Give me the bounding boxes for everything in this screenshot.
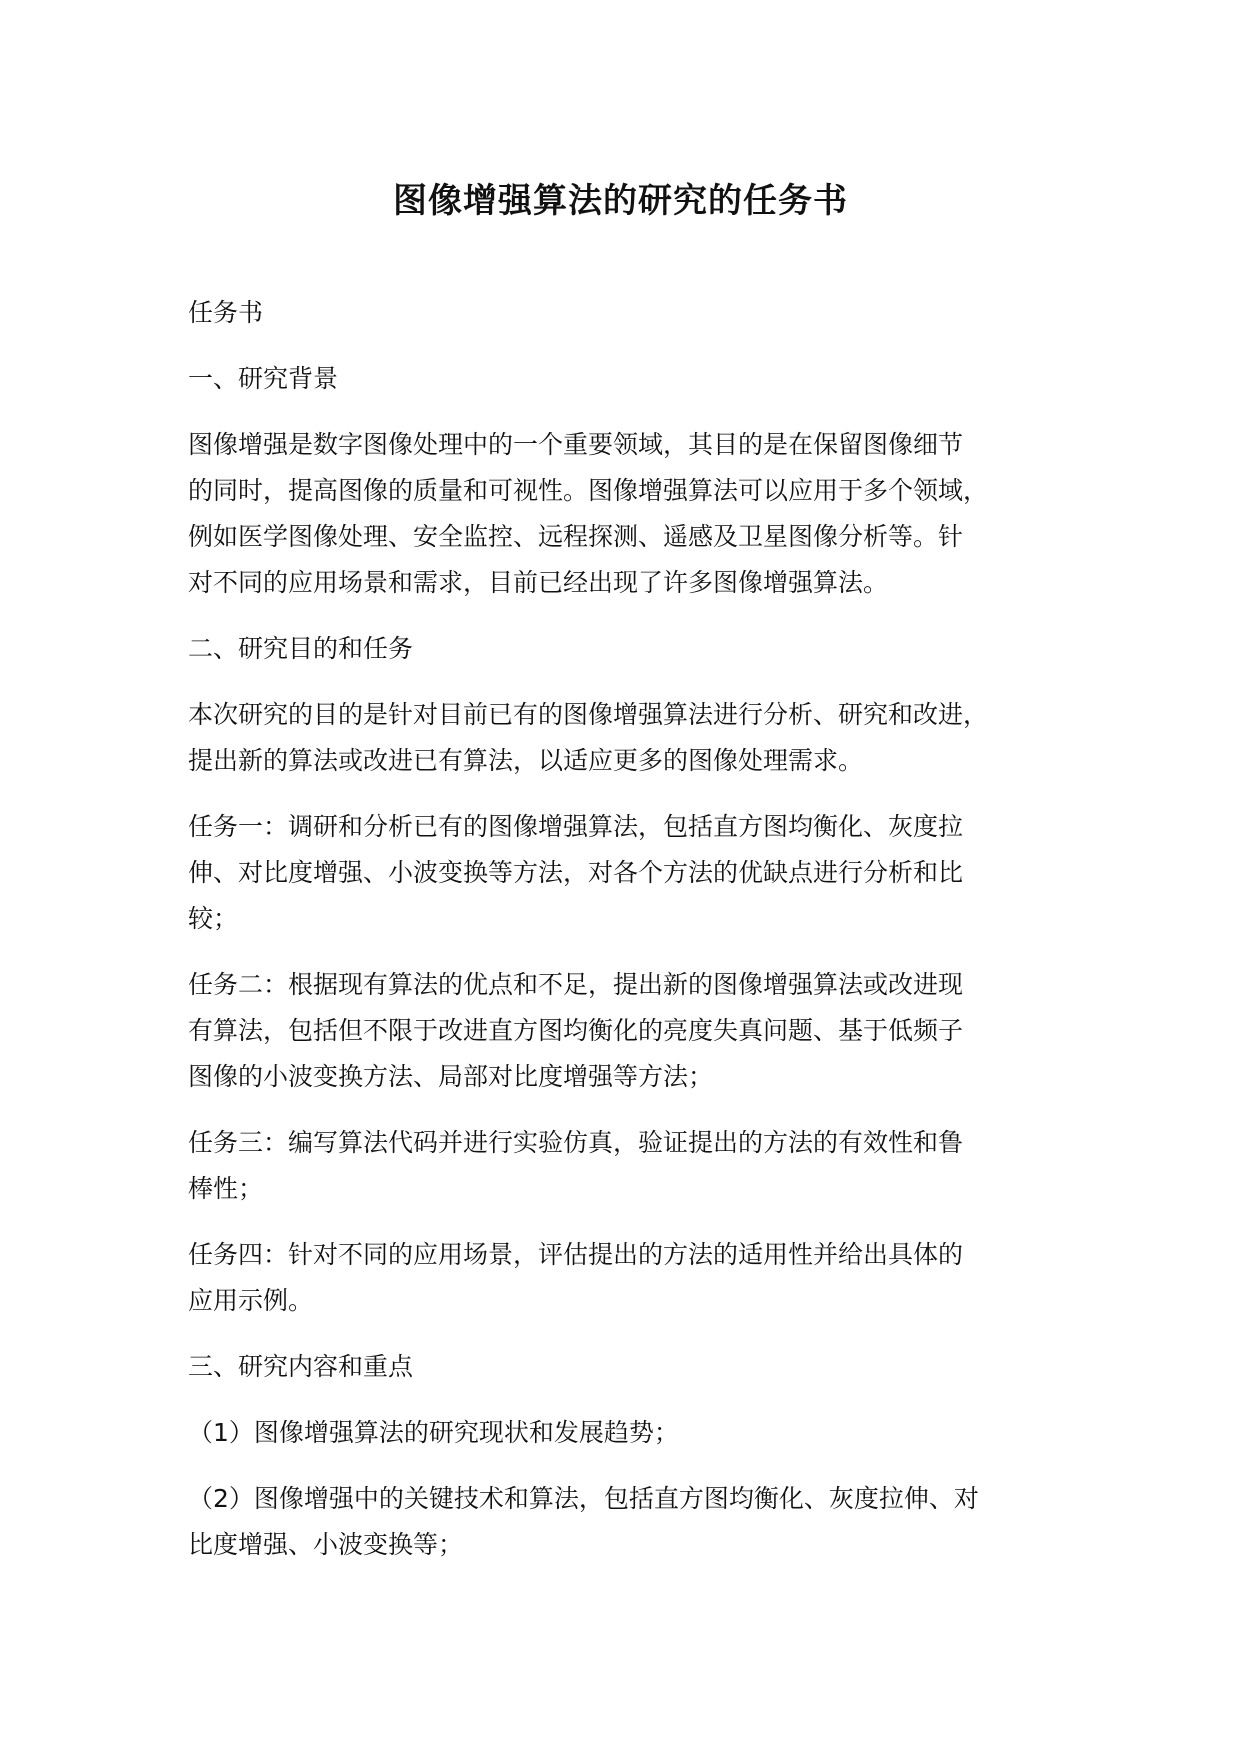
- paragraph: [188, 290, 1088, 336]
- text-line: 任务四：针对不同的应用场景，评估提出的方法的适用性并给出具体的: [188, 1240, 964, 1269]
- text-line: 一、研究背景: [188, 364, 339, 393]
- text-line: 任务一：调研和分析已有的图像增强算法，包括直方图均衡化、灰度拉: [188, 812, 964, 841]
- text-line: 任务书: [188, 298, 264, 327]
- text-line: 图像增强是数字图像处理中的一个重要领域，其目的是在保留图像细节: [188, 430, 964, 459]
- text-line: 应用示例。: [188, 1286, 314, 1315]
- text-line: 的同时，提高图像的质量和可视性。图像增强算法可以应用于多个领域，: [188, 476, 989, 505]
- text-line: 对不同的应用场景和需求，目前已经出现了许多图像增强算法。: [188, 568, 889, 597]
- text-line: （1）图像增强算法的研究现状和发展趋势；: [188, 1418, 679, 1447]
- paragraph: [188, 962, 1088, 1100]
- text-line: 提出新的算法或改进已有算法，以适应更多的图像处理需求。: [188, 746, 864, 775]
- paragraph: [188, 692, 1088, 784]
- text-line: 棒性；: [188, 1174, 264, 1203]
- paragraph: [188, 1232, 1088, 1324]
- paragraph: [188, 1476, 1088, 1568]
- document-title: 图像增强算法的研究的任务书: [393, 181, 848, 221]
- text-line: 图像的小波变换方法、局部对比度增强等方法；: [188, 1062, 714, 1091]
- document-body: [188, 290, 1088, 1588]
- paragraph: [188, 1410, 1088, 1456]
- text-line: 伸、对比度增强、小波变换等方法，对各个方法的优缺点进行分析和比: [188, 858, 964, 887]
- text-line: 本次研究的目的是针对目前已有的图像增强算法进行分析、研究和改进，: [188, 700, 989, 729]
- text-line: 较；: [188, 904, 239, 933]
- paragraph: [188, 626, 1088, 672]
- text-line: 例如医学图像处理、安全监控、远程探测、遥感及卫星图像分析等。针: [188, 522, 964, 551]
- text-line: 任务二：根据现有算法的优点和不足，提出新的图像增强算法或改进现: [188, 970, 964, 999]
- text-line: 二、研究目的和任务: [188, 634, 414, 663]
- text-line: 三、研究内容和重点: [188, 1352, 414, 1381]
- paragraph: [188, 1344, 1088, 1390]
- text-line: 比度增强、小波变换等；: [188, 1530, 464, 1559]
- paragraph: [188, 1120, 1088, 1212]
- text-line: 任务三：编写算法代码并进行实验仿真，验证提出的方法的有效性和鲁: [188, 1128, 964, 1157]
- paragraph: [188, 804, 1088, 942]
- paragraph: [188, 422, 1088, 606]
- text-line: 有算法，包括但不限于改进直方图均衡化的亮度失真问题、基于低频子: [188, 1016, 964, 1045]
- text-line: （2）图像增强中的关键技术和算法，包括直方图均衡化、灰度拉伸、对: [188, 1484, 979, 1513]
- paragraph: [188, 356, 1088, 402]
